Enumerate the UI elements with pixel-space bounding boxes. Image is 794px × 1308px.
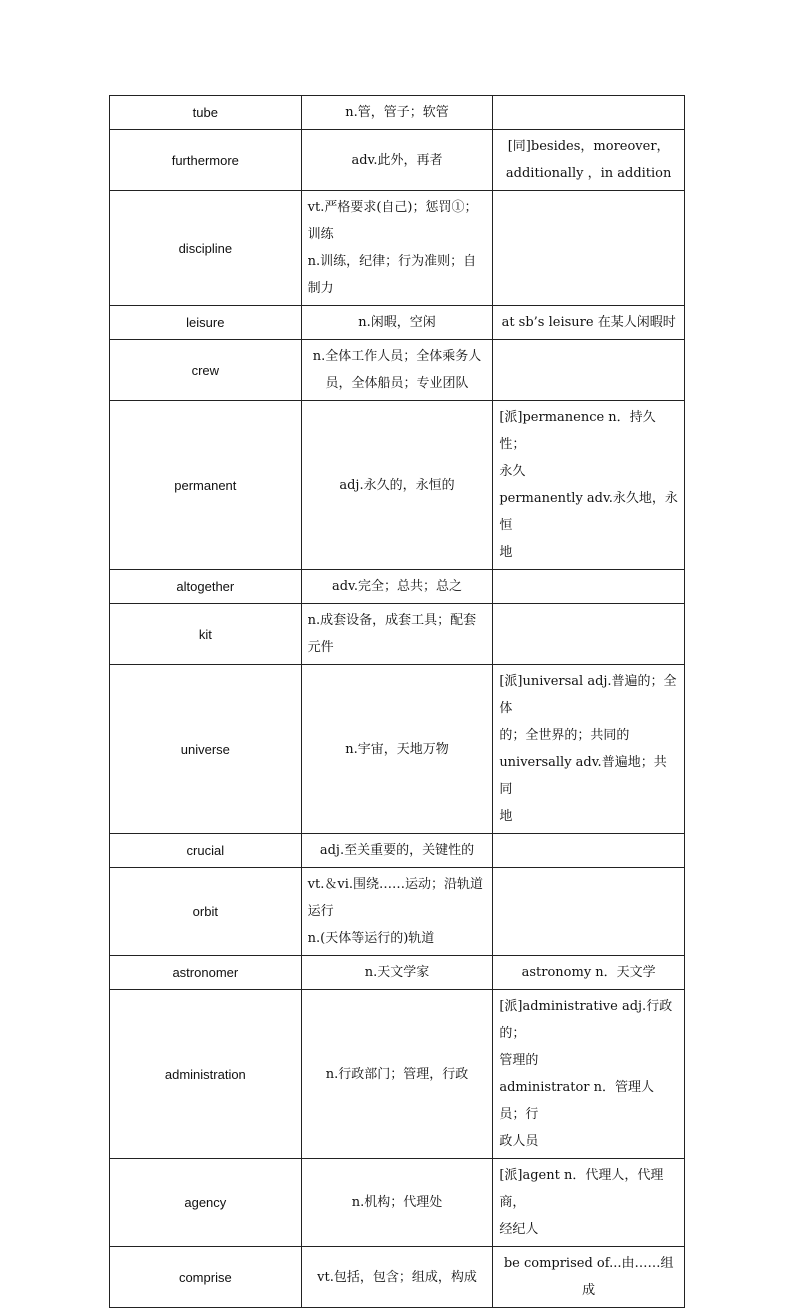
notes-line: be comprised of...由……组成	[503, 1256, 674, 1298]
notes-line: 政人员	[499, 1134, 539, 1149]
notes-cell	[493, 401, 685, 570]
meaning-line: adj.至关重要的，关键性的	[319, 843, 475, 858]
notes-line: [同]besides，moreover，	[507, 139, 670, 154]
meaning-cell	[301, 130, 493, 191]
notes-cell	[493, 834, 685, 868]
meaning-line: adv.此外，再者	[351, 152, 443, 168]
meaning-cell	[301, 665, 493, 834]
notes-line: at sb’s leisure 在某人闲暇时	[501, 315, 676, 330]
notes-cell	[493, 191, 685, 306]
meaning-line: 运行	[307, 904, 334, 919]
notes-line: 的；全世界的；共同的	[499, 728, 630, 743]
meaning-line: n.机构；代理处	[351, 1195, 443, 1210]
word-cell: orbit	[110, 868, 302, 956]
meaning-cell	[301, 868, 493, 956]
meaning-cell	[301, 570, 493, 604]
word-cell: leisure	[110, 306, 302, 340]
meaning-cell	[301, 990, 493, 1159]
notes-cell	[493, 604, 685, 665]
word-cell: altogether	[110, 570, 302, 604]
word-cell: crucial	[110, 834, 302, 868]
meaning-cell	[301, 604, 493, 665]
table-row	[110, 604, 685, 665]
meaning-cell	[301, 401, 493, 570]
notes-line: [派]agent n．代理人，代理商，	[499, 1168, 664, 1210]
notes-cell	[493, 570, 685, 604]
meaning-line: vt.包括，包含；组成，构成	[317, 1269, 477, 1285]
notes-cell	[493, 96, 685, 130]
notes-line: permanently adv.永久地，永恒	[499, 491, 678, 533]
table-row	[110, 191, 685, 306]
meaning-line: adv.完全；总共；总之	[331, 579, 462, 594]
meaning-line: n.成套设备，成套工具；配套	[307, 613, 477, 628]
notes-line: astronomy n．天文学	[521, 965, 656, 980]
table-row	[110, 665, 685, 834]
notes-line: [派]universal adj.普遍的；全体	[499, 674, 677, 716]
word-cell: permanent	[110, 401, 302, 570]
notes-line: administrator n．管理人员；行	[499, 1080, 655, 1122]
notes-line: [派]permanence n．持久性；	[499, 410, 656, 452]
word-cell: furthermore	[110, 130, 302, 191]
meaning-line: n.闲暇，空闲	[358, 315, 436, 330]
word-cell: kit	[110, 604, 302, 665]
notes-cell	[493, 990, 685, 1159]
table-row	[110, 834, 685, 868]
table-row	[110, 868, 685, 956]
word-cell: administration	[110, 990, 302, 1159]
word-cell: crew	[110, 340, 302, 401]
meaning-line: 元件	[307, 640, 334, 655]
meaning-line: 员，全体船员；专业团队	[325, 376, 469, 391]
notes-cell	[493, 665, 685, 834]
meaning-line: vt.严格要求(自己)；惩罚①；	[307, 200, 478, 215]
meaning-line: n.管，管子；软管	[345, 105, 449, 120]
meaning-line: 制力	[307, 281, 334, 296]
meaning-line: vt.＆vi.围绕……运动；沿轨道	[307, 877, 483, 892]
table-row	[110, 990, 685, 1159]
word-cell: tube	[110, 96, 302, 130]
meaning-cell	[301, 956, 493, 990]
notes-cell	[493, 956, 685, 990]
table-row	[110, 340, 685, 401]
vocabulary-table	[109, 95, 685, 1308]
meaning-line: adj.永久的，永恒的	[339, 477, 455, 493]
table-row	[110, 96, 685, 130]
table-row	[110, 1159, 685, 1247]
notes-line: additionally ，in addition	[505, 166, 672, 181]
notes-cell	[493, 340, 685, 401]
table-row	[110, 1247, 685, 1308]
table-row	[110, 130, 685, 191]
notes-cell	[493, 306, 685, 340]
meaning-line: n.全体工作人员；全体乘务人	[312, 349, 482, 364]
notes-line: universally adv.普遍地；共同	[499, 755, 667, 797]
table-row	[110, 570, 685, 604]
meaning-cell	[301, 1159, 493, 1247]
meaning-cell	[301, 1247, 493, 1308]
notes-line: 管理的	[499, 1053, 539, 1068]
meaning-line: 训练	[307, 227, 334, 242]
meaning-cell	[301, 340, 493, 401]
word-cell: agency	[110, 1159, 302, 1247]
meaning-line: n.(天体等运行的)轨道	[307, 931, 435, 946]
meaning-cell	[301, 191, 493, 306]
meaning-line: n.训练，纪律；行为准则；自	[307, 254, 477, 269]
meaning-cell	[301, 96, 493, 130]
notes-line: 地	[499, 545, 513, 560]
notes-line: 永久	[499, 464, 526, 479]
meaning-line: n.行政部门；管理，行政	[325, 1066, 469, 1082]
meaning-cell	[301, 834, 493, 868]
table-row	[110, 306, 685, 340]
notes-cell	[493, 1159, 685, 1247]
notes-line: [派]administrative adj.行政的；	[499, 999, 673, 1041]
notes-line: 经纪人	[499, 1222, 539, 1237]
notes-cell	[493, 868, 685, 956]
word-cell: astronomer	[110, 956, 302, 990]
table-row	[110, 956, 685, 990]
notes-line: 地	[499, 809, 513, 824]
word-cell: comprise	[110, 1247, 302, 1308]
notes-cell	[493, 1247, 685, 1308]
meaning-line: n.天文学家	[364, 965, 430, 980]
meaning-line: n.宇宙，天地万物	[345, 741, 449, 757]
word-cell: universe	[110, 665, 302, 834]
table-row	[110, 401, 685, 570]
word-cell: discipline	[110, 191, 302, 306]
vocabulary-table-body	[110, 96, 685, 1308]
meaning-cell	[301, 306, 493, 340]
notes-cell	[493, 130, 685, 191]
